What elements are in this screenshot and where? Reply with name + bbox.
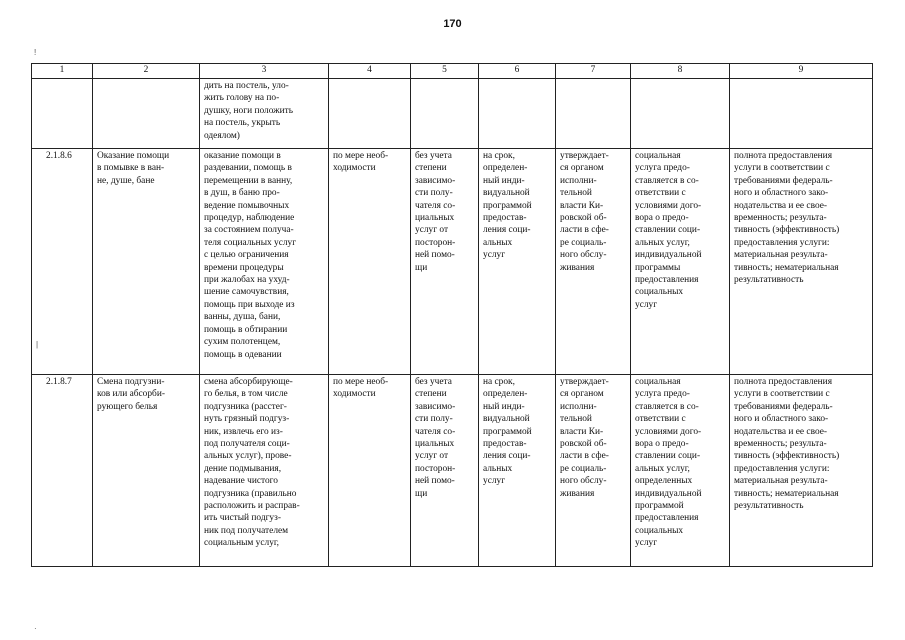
- header-cell: 9: [730, 64, 873, 79]
- page-number: 170: [443, 18, 462, 30]
- cell-quality: полнота предоставления услуги в соответствии с требованиями федераль- ного и областного зако- нодательства и ее свое- временность; результа- тивность (эффективность) предоставления услуги: материальная результа- тивность; нематериальная результативность: [730, 375, 873, 567]
- table-row: [32, 375, 873, 567]
- cell-tariff: утверждает- ся органом исполни- тельной власти Ки- ровской об- ласти в сфе- ре социаль- ного обслу- живания: [556, 149, 631, 375]
- cell-norm: [411, 79, 479, 149]
- table-header-row: [32, 64, 873, 79]
- cell-term: на срок, определен- ный инди- видуальной программой предостав- ления соци- альных услуг: [479, 149, 556, 375]
- cell-conditions: социальная услуга предо- ставляется в со- ответствии с условиями дого- вора о предо- ставлении соци- альных услуг, определенных индивидуальной программой предоставления социальных услуг: [631, 375, 730, 567]
- services-table: [31, 63, 873, 567]
- cell-quality: полнота предоставления услуги в соответствии с требованиями федераль- ного и областного зако- нодательства и ее свое- временность; результа- тивность (эффективность) предоставления услуги: материальная результа- тивность; нематериальная результативность: [730, 149, 873, 375]
- cell-frequency: [329, 79, 411, 149]
- cell-service-name: Смена подгузни- ков или абсорби- рующего белья: [93, 375, 200, 567]
- cell-conditions: социальная услуга предо- ставляется в со- ответствии с условиями дого- вора о предо- ставлении соци- альных услуг, индивидуальной программы предоставления социальных услуг: [631, 149, 730, 375]
- cell-description: дить на постель, уло- жить голову на по- душку, ноги положить на постель, укрыть одеялом): [200, 79, 329, 149]
- cell-term: на срок, определен- ный инди- видуальной программой предостав- ления соци- альных услуг: [479, 375, 556, 567]
- cell-number: [32, 79, 93, 149]
- cell-conditions: [631, 79, 730, 149]
- cell-frequency: по мере необ- ходимости: [329, 149, 411, 375]
- cell-service-name: Оказание помощи в помывке в ван- не, душе, бане: [93, 149, 200, 375]
- cell-service-name: [93, 79, 200, 149]
- scan-speck: ·: [34, 624, 37, 633]
- cell-frequency: по мере необ- ходимости: [329, 375, 411, 567]
- scan-speck: |: [36, 340, 39, 349]
- cell-tariff: [556, 79, 631, 149]
- header-cell: 6: [479, 64, 556, 79]
- header-cell: 7: [556, 64, 631, 79]
- header-cell: 1: [32, 64, 93, 79]
- header-cell: 8: [631, 64, 730, 79]
- header-cell: 3: [200, 64, 329, 79]
- cell-norm: без учета степени зависимо- сти полу- чателя со- циальных услуг от посторон- ней помо- щи: [411, 149, 479, 375]
- cell-tariff: утверждает- ся органом исполни- тельной власти Ки- ровской об- ласти в сфе- ре социаль- ного обслу- живания: [556, 375, 631, 567]
- cell-description: смена абсорбирующе- го белья, в том числе подгузника (расстег- нуть грязный подгуз- ник, извлечь его из- под получателя соци- альных услуг), прове- дение подмывания, надевание чистого подгузника (правильно расположить и расправ- ить чистый подгуз- ник под получателем социальным услуг,: [200, 375, 329, 567]
- cell-description: оказание помощи в раздевании, помощь в перемещении в ванну, в душ, в баню про- ведение помывочных процедур, наблюдение за состоянием получа- теля социальных услуг с целью ограничения времени процедуры при жалобах на ухуд- шение самочувствия, помощь при выходе из ванны, душа, бани, помощь в обтирании сухим полотенцем, помощь в одевании: [200, 149, 329, 375]
- cell-norm: без учета степени зависимо- сти полу- чателя со- циальных услуг от посторон- ней помо- щи: [411, 375, 479, 567]
- header-cell: 5: [411, 64, 479, 79]
- header-cell: 4: [329, 64, 411, 79]
- cell-quality: [730, 79, 873, 149]
- cell-number: 2.1.8.7: [32, 375, 93, 567]
- cell-term: [479, 79, 556, 149]
- scan-speck: !: [34, 48, 37, 57]
- table-row: [32, 149, 873, 375]
- cell-number: 2.1.8.6: [32, 149, 93, 375]
- header-cell: 2: [93, 64, 200, 79]
- table-row: [32, 79, 873, 149]
